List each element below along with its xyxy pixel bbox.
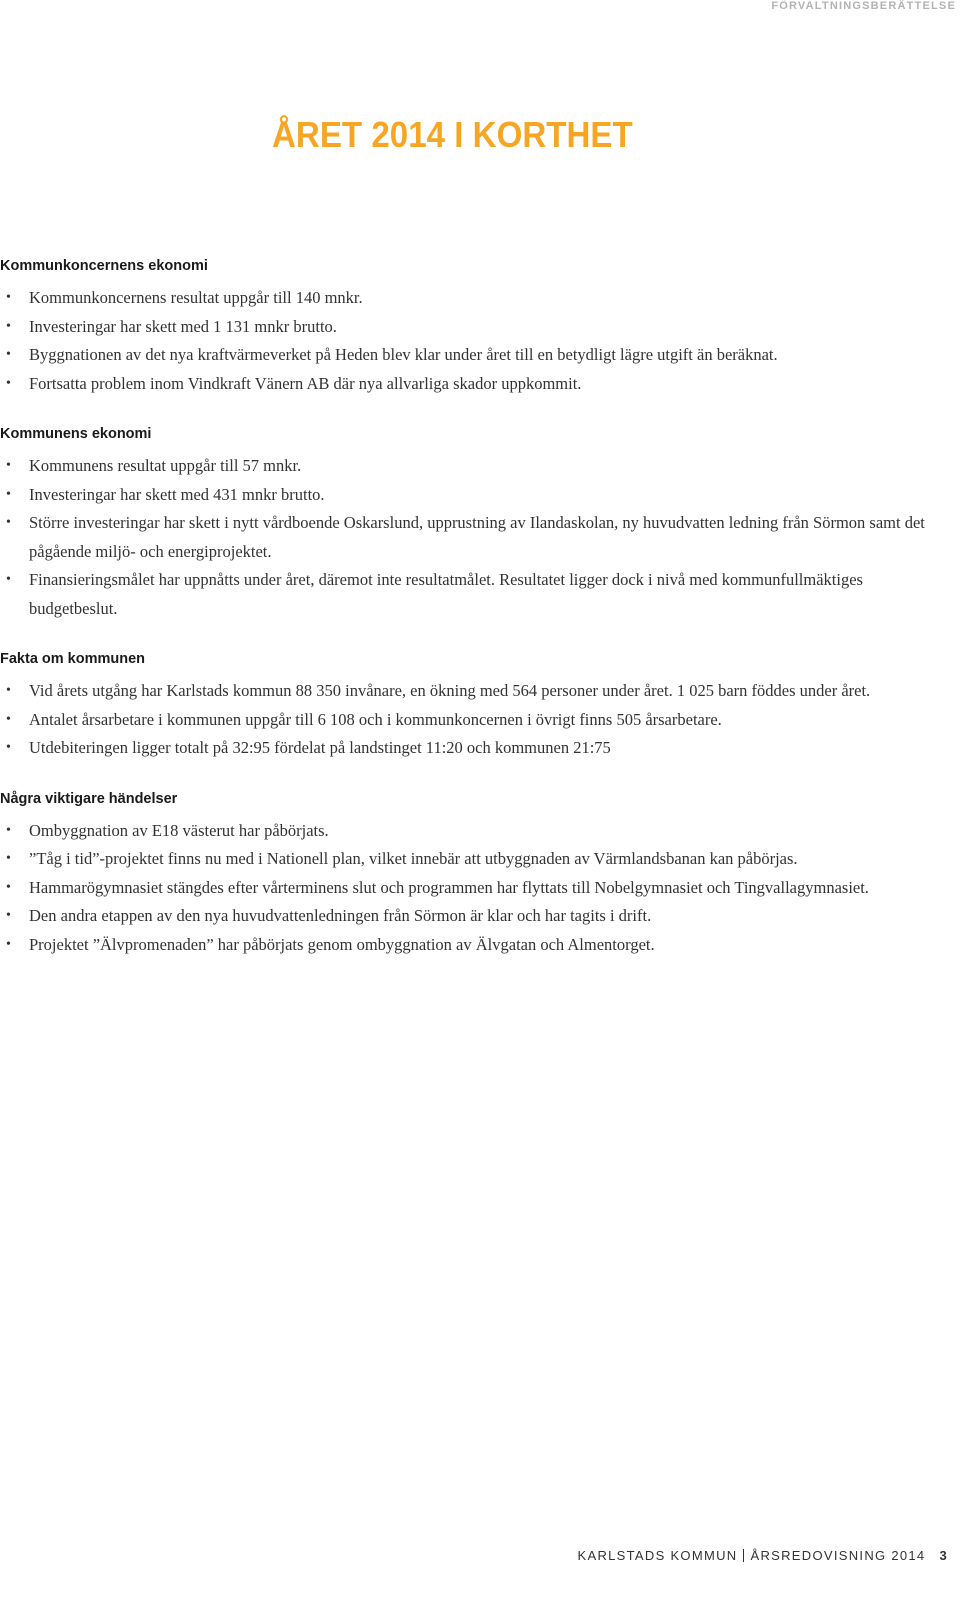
list-item-text: Investeringar har skett med 431 mnkr brutto. (29, 484, 325, 504)
bullet-icon: • (6, 515, 11, 530)
list-item-text: Vid årets utgång har Karlstads kommun 88 350 invånare, en ökning med 564 personer under året. 1 025 barn föddes under året. (29, 681, 871, 700)
bullet-icon: • (6, 683, 11, 698)
list-item-text: Byggnationen av det nya kraftvärmeverket på Heden blev klar under året till en betydligt lägre utgift än beräknat. (29, 345, 778, 364)
page-footer (578, 1548, 948, 1563)
bullet-icon: • (6, 936, 11, 952)
running-head: FÖRVALTNINGSBERÄTTELSE (771, 0, 956, 12)
list-item (0, 313, 930, 342)
section-kommunens-ekonomi (0, 424, 930, 623)
page-title: ÅRET 2014 I KORTHET (272, 114, 633, 155)
list-item-text: Investeringar har skett med 1 131 mnkr brutto. (29, 316, 337, 336)
list-item-text: Antalet årsarbetare i kommunen uppgår till 6 108 och i kommunkoncernen i övrigt finns 505 årsarbetare. (29, 709, 722, 729)
list-item (0, 566, 930, 623)
list-item-text: Kommunkoncernens resultat uppgår till 140 mnkr. (29, 288, 363, 307)
footer-organization: KARLSTADS KOMMUN (577, 1548, 738, 1563)
list-item (0, 845, 930, 874)
bullet-icon: • (6, 572, 11, 587)
list-item-text: Finansieringsmålet har uppnåtts under året, däremot inte resultatmålet. Resultatet ligger dock i nivå med kommunfullmäktiges budgetbeslut. (29, 570, 863, 618)
list-item-text: Större investeringar har skett i nytt vårdboende Oskarslund, upprustning av Ilandaskolan, ny huvudvatten ledning från Sörmon samt det pågående miljö- och energiprojektet. (29, 513, 925, 561)
list-item-text: Hammarögymnasiet stängdes efter vårterminens slut och programmen har flyttats till Nobelgymnasiet och Tingvallagymnasiet. (29, 877, 869, 897)
list-item (0, 481, 930, 510)
list-item (0, 874, 930, 903)
section-heading: Kommunens ekonomi (0, 426, 152, 442)
list-item (0, 931, 930, 960)
bullet-list (0, 452, 930, 623)
section-fakta-om-kommunen (0, 649, 930, 763)
page-number: 3 (939, 1548, 948, 1563)
footer-divider (743, 1549, 744, 1562)
bullet-icon: • (6, 879, 11, 895)
list-item (0, 734, 930, 763)
main-content (0, 256, 930, 985)
list-item-text: Utdebiteringen ligger totalt på 32:95 fördelat på landstinget 11:20 och kommunen 21:75 (29, 738, 611, 757)
bullet-icon: • (6, 486, 11, 502)
bullet-icon: • (6, 318, 11, 334)
list-item (0, 509, 930, 566)
section-heading: Kommunkoncernens ekonomi (0, 258, 208, 274)
list-item (0, 817, 930, 846)
bullet-list (0, 677, 930, 763)
section-heading: Några viktigare händelser (0, 790, 178, 807)
list-item (0, 284, 930, 313)
bullet-icon: • (6, 290, 11, 305)
list-item (0, 902, 930, 931)
list-item-text: Projektet ”Älvpromenaden” har påbörjats genom ombyggnation av Älvgatan och Almentorget. (29, 934, 655, 954)
bullet-icon: • (6, 851, 11, 866)
list-item (0, 452, 930, 481)
bullet-list (0, 284, 930, 398)
section-kommunkoncernens-ekonomi (0, 256, 930, 398)
bullet-list (0, 817, 930, 960)
footer-publication: ÅRSREDOVISNING 2014 (750, 1548, 926, 1563)
bullet-icon: • (6, 908, 11, 923)
bullet-icon: • (6, 711, 11, 727)
bullet-icon: • (6, 347, 11, 362)
section-heading: Fakta om kommunen (0, 651, 146, 667)
list-item (0, 341, 930, 370)
list-item-text: Kommunens resultat uppgår till 57 mnkr. (29, 456, 302, 475)
list-item-text: Ombyggnation av E18 västerut har påbörjats. (29, 820, 329, 840)
bullet-icon: • (6, 458, 11, 473)
list-item (0, 677, 930, 706)
list-item-text: Den andra etappen av den nya huvudvattenledningen från Sörmon är klar och har tagits i drift. (29, 906, 652, 925)
bullet-icon: • (6, 822, 11, 838)
bullet-icon: • (6, 375, 11, 391)
list-item (0, 370, 930, 399)
bullet-icon: • (6, 740, 11, 755)
section-nagra-viktigare-handelser (0, 789, 930, 960)
list-item-text: Fortsatta problem inom Vindkraft Vänern AB där nya allvarliga skador uppkommit. (29, 373, 582, 393)
list-item (0, 706, 930, 735)
list-item-text: ”Tåg i tid”-projektet finns nu med i Nationell plan, vilket innebär att utbyggnaden av Värmlandsbanan kan påbörjas. (29, 849, 798, 868)
